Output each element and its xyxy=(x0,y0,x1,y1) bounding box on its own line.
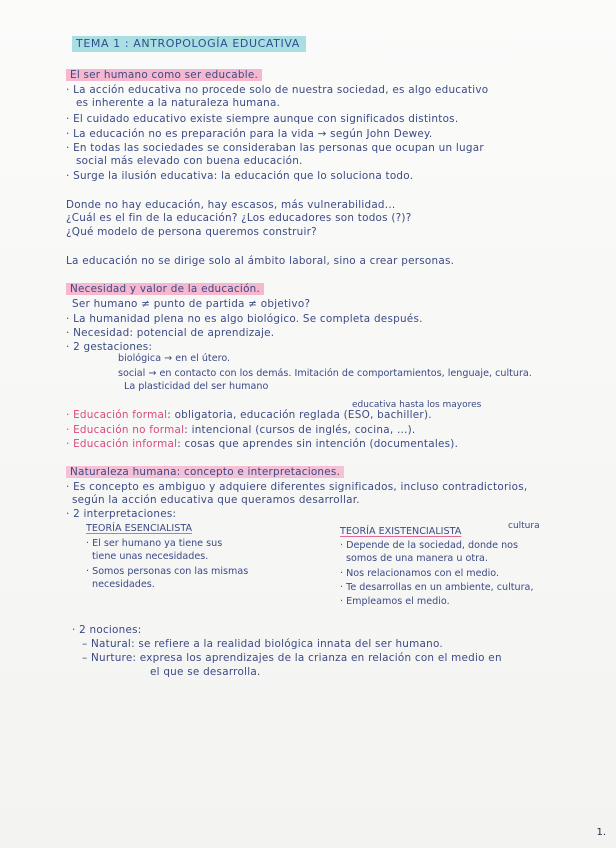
line: · El cuidado educativo existe siempre aunque con significados distintos. xyxy=(66,113,459,125)
line: · La acción educativa no procede solo de nuestra sociedad, es algo educativo xyxy=(66,84,489,96)
existencialista-line: · Nos relacionamos con el medio. xyxy=(340,568,500,579)
line: · En todas las sociedades se consideraban las personas que ocupan un lugar xyxy=(66,142,484,154)
nociones-heading: · 2 nociones: xyxy=(72,624,142,636)
line: · 2 gestaciones: xyxy=(66,341,153,353)
line: · La educación no es preparación para la vida → según John Dewey. xyxy=(66,128,433,140)
section-heading-text: Naturaleza humana: concepto e interpretaciones. xyxy=(66,466,344,478)
line: · 2 interpretaciones: xyxy=(66,508,177,520)
line: según la acción educativa que queramos desarrollar. xyxy=(72,494,360,506)
closing-line: La educación no se dirige solo al ámbito laboral, sino a crear personas. xyxy=(66,255,455,267)
esencialista-line: · El ser humano ya tiene sus xyxy=(86,538,223,549)
existencialista-line: · Te desarrollas en un ambiente, cultura, xyxy=(340,582,534,593)
educacion-informal xyxy=(66,438,458,451)
intro-line: Ser humano ≠ punto de partida ≠ objetivo? xyxy=(72,298,311,310)
line: · Es concepto es ambiguo y adquiere diferentes significados, incluso contradictorios, xyxy=(66,481,528,493)
edu-text: : cosas que aprendes sin intención (documentales). xyxy=(177,438,459,450)
educacion-no-formal xyxy=(66,424,415,437)
line: es inherente a la naturaleza humana. xyxy=(76,97,281,109)
nocion-line: – Nurture: expresa los aprendizajes de la crianza en relación con el medio en xyxy=(82,652,502,664)
paragraph-line: ¿Cuál es el fin de la educación? ¿Los educadores son todos (?)? xyxy=(66,212,412,224)
section-heading-necesidad xyxy=(66,283,264,296)
page-number: 1. xyxy=(596,827,606,838)
educacion-formal xyxy=(66,409,432,422)
line: · La humanidad plena no es algo biológico. Se completa después. xyxy=(66,313,423,325)
nocion-line: el que se desarrolla. xyxy=(150,666,261,678)
paragraph-line: Donde no hay educación, hay escasos, más vulnerabilidad... xyxy=(66,199,396,211)
line: · Necesidad: potencial de aprendizaje. xyxy=(66,327,275,339)
existencialista-line: somos de una manera u otra. xyxy=(346,553,488,564)
section-heading-educable xyxy=(66,69,262,82)
line: social más elevado con buena educación. xyxy=(76,155,303,167)
esencialista-line: · Somos personas con las mismas xyxy=(86,566,249,577)
edu-text: : obligatoria, educación reglada (ESO, bachiller). xyxy=(167,409,432,421)
section-heading-text: El ser humano como ser educable. xyxy=(66,69,262,81)
gestacion-biologica: biológica → en el útero. xyxy=(118,353,231,364)
section-heading-naturaleza xyxy=(66,466,344,479)
annotation-note: educativa hasta los mayores xyxy=(352,400,482,410)
esencialista-line: tiene unas necesidades. xyxy=(92,551,209,562)
edu-label: · Educación formal xyxy=(66,409,168,421)
existencialista-line: · Depende de la sociedad, donde nos xyxy=(340,540,519,551)
existencialista-heading: TEORÍA EXISTENCIALISTA xyxy=(340,526,462,537)
gestacion-social: social → en contacto con los demás. Imitación de comportamientos, lenguaje, cultura. xyxy=(118,368,532,379)
esencialista-line: necesidades. xyxy=(92,579,155,590)
plasticidad-line: La plasticidad del ser humano xyxy=(124,381,269,392)
nocion-line: – Natural: se refiere a la realidad biológica innata del ser humano. xyxy=(82,638,443,650)
section-heading-text: Necesidad y valor de la educación. xyxy=(66,283,264,295)
cultura-note: cultura xyxy=(508,521,540,531)
esencialista-heading: TEORÍA ESENCIALISTA xyxy=(86,523,193,534)
edu-text: : intencional (cursos de inglés, cocina, ...). xyxy=(184,424,416,436)
existencialista-line: · Empleamos el medio. xyxy=(340,596,450,607)
line: · Surge la ilusión educativa: la educación que lo soluciona todo. xyxy=(66,170,414,182)
edu-label: · Educación no formal xyxy=(66,424,185,436)
edu-label: · Educación informal xyxy=(66,438,178,450)
page-title: TEMA 1 : ANTROPOLOGÍA EDUCATIVA xyxy=(72,36,306,52)
paragraph-line: ¿Qué modelo de persona queremos construir? xyxy=(66,226,317,238)
